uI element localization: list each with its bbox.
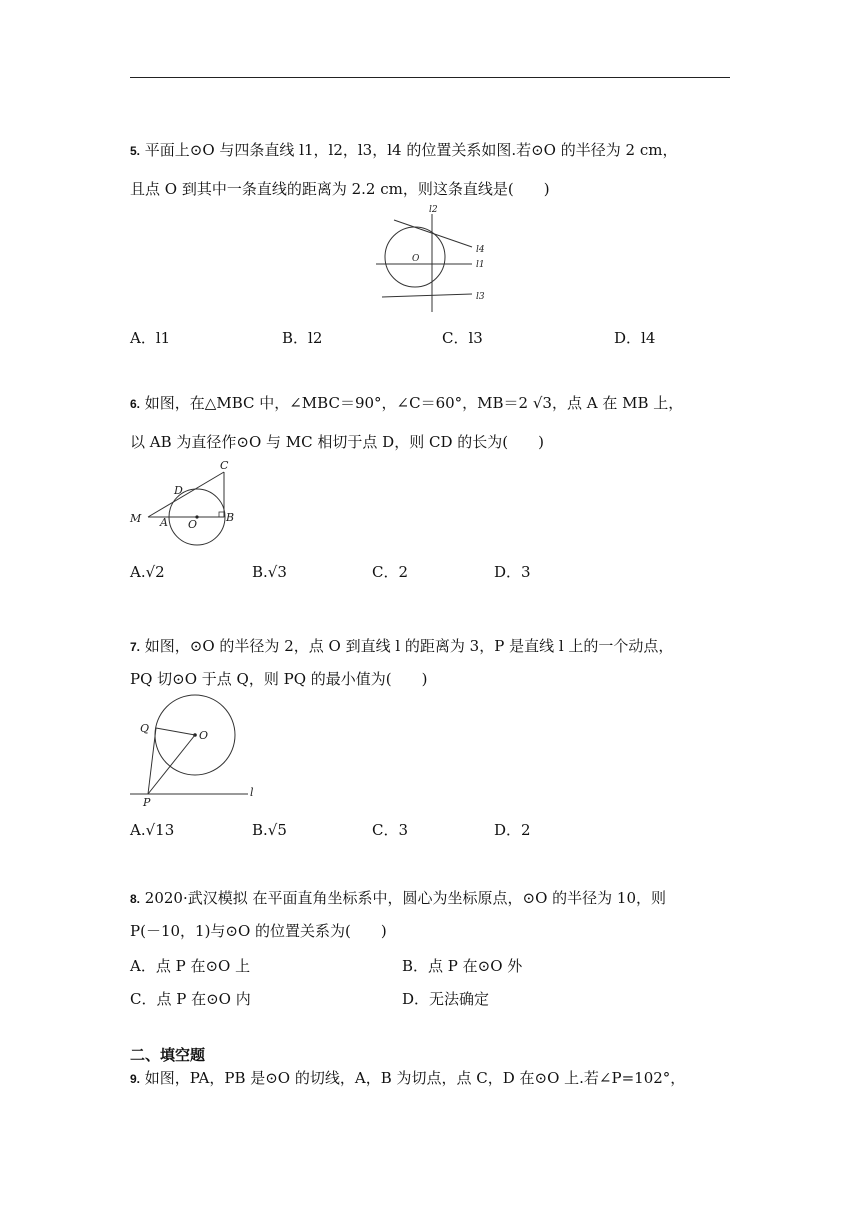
q5-label-o: O (412, 254, 420, 264)
q5-line1 (130, 140, 677, 161)
q8-option-b[interactable]: B．点 P 在⊙O 外 (402, 957, 523, 975)
q5-option-d[interactable]: D．l4 (614, 329, 656, 347)
q8-option-d[interactable]: D．无法确定 (402, 990, 490, 1008)
q5-line-l3 (382, 294, 472, 297)
q9-line1 (130, 1068, 685, 1089)
q7-option-b[interactable]: B.√5 (252, 821, 287, 839)
q7-line1 (130, 636, 673, 657)
q5-line2: 且点 O 到其中一条直线的距离为 2.2 cm，则这条直线是( ) (130, 180, 550, 198)
section-heading: 二、填空题 (130, 1047, 206, 1064)
q6-number: 6. (130, 397, 141, 411)
q7-text-1: 如图，⊙O 的半径为 2，点 O 到直线 l 的距离为 3，P 是直线 l 上的一个动点， (144, 637, 674, 655)
q5-option-c[interactable]: C．l3 (442, 329, 483, 347)
q6-side-mc (148, 472, 224, 517)
q5-label-l1: l1 (476, 260, 485, 270)
q7-label-q: Q (140, 722, 150, 735)
q5-label-l2: l2 (429, 205, 438, 215)
q7-label-l: l (250, 786, 254, 799)
q7-option-c[interactable]: C．3 (372, 821, 409, 839)
q6-label-m: M (130, 512, 142, 525)
q7-label-o: O (199, 729, 209, 742)
q8-line2: P(－10，1)与⊙O 的位置关系为( ) (130, 922, 387, 940)
q5-line-l4 (394, 220, 472, 247)
q5-option-a[interactable]: A．l1 (130, 329, 171, 347)
q6-label-a: A (160, 516, 168, 529)
q6-option-b[interactable]: B.√3 (252, 563, 287, 581)
q5-label-l4: l4 (476, 245, 485, 255)
q5-text-1: 平面上⊙O 与四条直线 l1，l2，l3，l4 的位置关系如图.若⊙O 的半径为 2 cm， (144, 141, 678, 159)
q6-right-angle (219, 512, 224, 517)
q7-option-d[interactable]: D．2 (494, 821, 531, 839)
q7-line2: PQ 切⊙O 于点 Q，则 PQ 的最小值为( ) (130, 670, 428, 688)
q7-number: 7. (130, 640, 141, 654)
q7-option-a[interactable]: A.√13 (130, 821, 175, 839)
q6-label-d: D (174, 484, 183, 497)
q6-text-1: 如图，在△MBC 中，∠MBC＝90°，∠C＝60°，MB＝2 √3，点 A 在 MB 上， (144, 394, 684, 412)
q5-figure (370, 200, 500, 320)
q9-text-1: 如图，PA，PB 是⊙O 的切线，A，B 为切点，点 C，D 在⊙O 上.若∠P=102°， (144, 1069, 686, 1087)
q6-label-c: C (220, 459, 229, 472)
q7-label-p: P (143, 796, 151, 809)
q6-line1 (130, 393, 683, 414)
header-rule (130, 77, 730, 78)
q8-number: 8. (130, 892, 141, 906)
q6-label-o: O (188, 518, 198, 531)
q6-option-a[interactable]: A.√2 (130, 563, 165, 581)
q6-option-d[interactable]: D．3 (494, 563, 531, 581)
q8-option-c[interactable]: C．点 P 在⊙O 内 (130, 990, 251, 1008)
q6-option-c[interactable]: C．2 (372, 563, 409, 581)
q6-label-b: B (226, 511, 235, 524)
q8-option-a[interactable]: A．点 P 在⊙O 上 (130, 957, 251, 975)
q6-line2: 以 AB 为直径作⊙O 与 MC 相切于点 D，则 CD 的长为( ) (130, 433, 544, 451)
q8-line1 (130, 888, 666, 909)
q9-number: 9. (130, 1072, 141, 1086)
q5-number: 5. (130, 144, 141, 158)
q7-segment-qo (156, 728, 195, 735)
q7-segment-po (148, 735, 195, 794)
q7-figure (130, 690, 270, 815)
q8-text-1: 2020·武汉模拟 在平面直角坐标系中，圆心为坐标原点，⊙O 的半径为 10，则 (144, 889, 666, 907)
q7-segment-pq (148, 728, 156, 794)
q5-option-b[interactable]: B．l2 (282, 329, 323, 347)
q5-label-l3: l3 (476, 292, 485, 302)
q6-figure (128, 455, 248, 550)
